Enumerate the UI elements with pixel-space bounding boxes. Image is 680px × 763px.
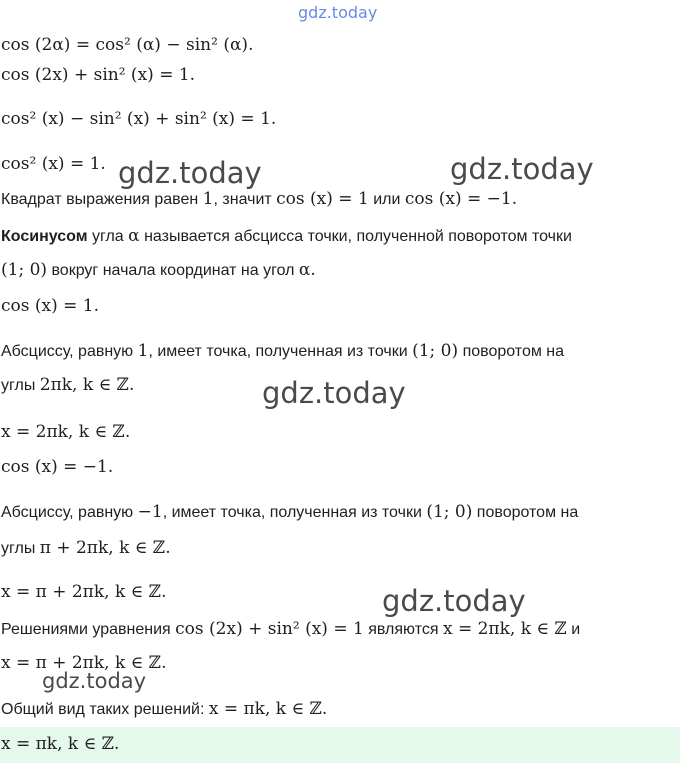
watermark: gdz.today [450,152,594,186]
math-segment: (1; 0) [1,260,48,280]
text-line-5 [1,188,517,211]
text-line-13 [1,501,578,524]
watermark-top: gdz.today [298,3,378,22]
math-segment: 2πk, k ∈ ℤ. [39,375,135,395]
text-segment: Решениями уравнения [1,621,176,638]
math-segment: −1 [137,502,163,522]
math-segment: cos (x) = 1 [276,189,369,209]
text-segment: Абсциссу, равную [1,343,138,360]
math-segment: (1; 0) [412,341,459,361]
math-segment: α [128,226,140,246]
math-segment: x = πk, k ∈ ℤ. [208,699,328,719]
text-segment: , значит [213,191,277,208]
text-line-14 [1,537,171,560]
math-segment: x = 2πk, k ∈ ℤ [442,619,567,639]
text-segment: называется абсцисса точки, полученной поворотом точки [139,228,572,245]
equation-line-3: cos² (x) − sin² (x) + sin² (x) = 1. [1,109,277,129]
equation-line-15: x = π + 2πk, k ∈ ℤ. [1,582,167,602]
text-line-7 [1,259,316,282]
text-segment: Квадрат выражения равен [1,191,203,208]
equation-line-11: x = 2πk, k ∈ ℤ. [1,422,131,442]
equation-line-1: cos (2α) = cos² (α) − sin² (α). [1,35,254,55]
text-segment: Абсциссу, равную [1,504,138,521]
text-line-10 [1,374,134,397]
math-segment: 1 [137,341,149,361]
math-segment: (1; 0) [426,502,473,522]
text-segment: , имеет точка, полученная из точки [148,343,413,360]
equation-line-8: cos (x) = 1. [1,296,100,316]
equation-line-17: x = π + 2πk, k ∈ ℤ. [1,653,167,673]
math-segment: 1 [202,189,214,209]
equation-line-4: cos² (x) = 1. [1,154,106,174]
watermark: gdz.today [42,669,147,693]
text-segment: вокруг начала координат на угол [47,262,299,279]
text-segment: или [368,191,405,208]
math-segment: cos (x) = −1. [404,189,518,209]
math-segment: α. [298,260,316,280]
equation-line-12: cos (x) = −1. [1,457,114,477]
text-segment: , имеет точка, полученная из точки [162,504,427,521]
text-segment: являются [363,621,443,638]
term-bold: Косинусом [1,228,88,245]
text-line-6 [1,225,572,248]
text-line-16 [1,618,580,641]
text-segment: угла [87,228,129,245]
text-segment: углы [1,377,40,394]
equation-line-2: cos (2x) + sin² (x) = 1. [1,65,196,85]
watermark: gdz.today [382,584,526,618]
text-segment: поворотом на [472,504,579,521]
text-line-18 [1,698,327,721]
watermark: gdz.today [118,156,262,190]
text-segment: поворотом на [458,343,565,360]
text-segment: и [566,621,581,638]
text-segment: Общий вид таких решений: [1,701,209,718]
final-answer: x = πk, k ∈ ℤ. [1,734,120,754]
text-segment: углы [1,540,40,557]
watermark: gdz.today [262,376,406,410]
text-line-9 [1,340,564,363]
math-segment: cos (2x) + sin² (x) = 1 [175,619,364,639]
math-segment: π + 2πk, k ∈ ℤ. [39,538,171,558]
